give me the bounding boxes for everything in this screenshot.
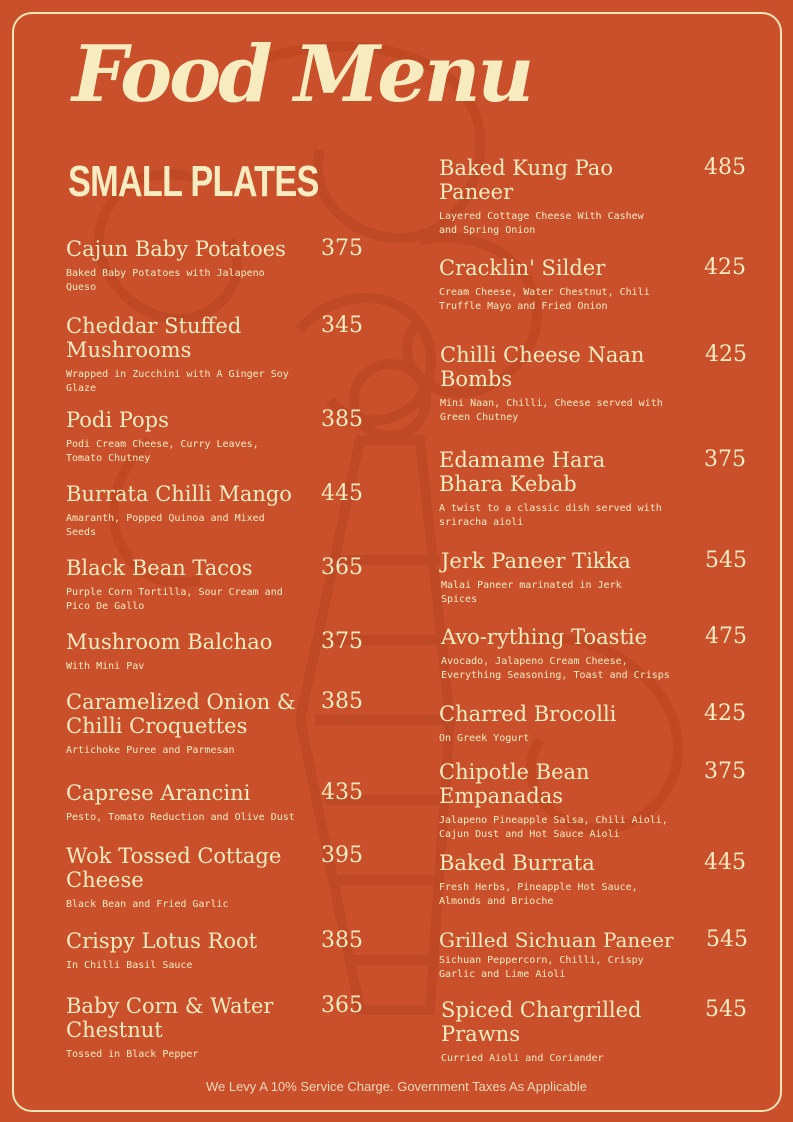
item-price: 425 bbox=[705, 342, 747, 367]
section-title: SMALL PLATES bbox=[68, 157, 319, 206]
menu-item bbox=[441, 997, 747, 1066]
menu-item bbox=[66, 689, 363, 758]
item-name: Caramelized Onion & Chilli Croquettes bbox=[66, 690, 296, 738]
item-name: Caprese Arancini bbox=[66, 781, 251, 805]
item-name: Cajun Baby Potatoes bbox=[66, 237, 286, 261]
menu-item bbox=[439, 850, 746, 909]
menu-item bbox=[439, 255, 746, 314]
item-price: 445 bbox=[704, 850, 746, 875]
item-name: Charred Brocolli bbox=[439, 702, 617, 726]
item-description: Fresh Herbs, Pineapple Hot Sauce, Almonds and Brioche bbox=[439, 882, 638, 907]
item-description: In Chilli Basil Sauce bbox=[66, 960, 193, 971]
item-name: Spiced Chargrilled Prawns bbox=[441, 998, 642, 1046]
item-name: Grilled Sichuan Paneer bbox=[439, 928, 674, 952]
item-name: Baked Burrata bbox=[439, 851, 595, 875]
menu-item bbox=[439, 701, 746, 746]
item-name: Burrata Chilli Mango bbox=[66, 482, 292, 506]
item-price: 445 bbox=[321, 481, 363, 506]
item-price: 545 bbox=[706, 927, 748, 952]
menu-title: Food Menu bbox=[72, 29, 532, 120]
item-description: Cream Cheese, Water Chestnut, Chili Truffle Mayo and Fried Onion bbox=[439, 287, 650, 312]
menu-item bbox=[66, 481, 363, 540]
item-price: 485 bbox=[704, 155, 746, 180]
service-charge-note: We Levy A 10% Service Charge. Government Taxes As Applicable bbox=[205, 1079, 588, 1094]
menu-item bbox=[66, 843, 363, 912]
item-description: Avocado, Jalapeno Cream Cheese, Everything Seasoning, Toast and Crisps bbox=[441, 656, 670, 681]
item-name: Mushroom Balchao bbox=[66, 630, 273, 654]
menu-item bbox=[66, 780, 363, 825]
item-price: 365 bbox=[321, 555, 363, 580]
item-name: Baby Corn & Water Chestnut bbox=[66, 994, 274, 1042]
item-name: Avo-rything Toastie bbox=[441, 625, 648, 649]
item-description: Jalapeno Pineapple Salsa, Chili Aioli, Cajun Dust and Hot Sauce Aioli bbox=[439, 815, 668, 840]
item-price: 385 bbox=[321, 407, 363, 432]
item-description: Baked Baby Potatoes with Jalapeno Queso bbox=[66, 268, 265, 293]
item-price: 375 bbox=[321, 629, 363, 654]
item-price: 435 bbox=[321, 780, 363, 805]
item-description: With Mini Pav bbox=[66, 661, 145, 672]
item-description: Amaranth, Popped Quinoa and Mixed Seeds bbox=[66, 513, 265, 538]
item-price: 375 bbox=[704, 447, 746, 472]
item-price: 375 bbox=[321, 236, 363, 261]
menu-item bbox=[439, 759, 746, 842]
menu-item bbox=[439, 155, 746, 238]
item-price: 385 bbox=[321, 689, 363, 714]
menu-item bbox=[66, 629, 363, 674]
item-description: Tossed in Black Pepper bbox=[66, 1049, 199, 1060]
item-description: Curried Aioli and Coriander bbox=[441, 1053, 604, 1064]
item-name: Cracklin' Silder bbox=[439, 256, 606, 280]
item-price: 385 bbox=[321, 928, 363, 953]
item-description: On Greek Yogurt bbox=[439, 733, 530, 744]
item-name: Crispy Lotus Root bbox=[66, 929, 258, 953]
item-price: 425 bbox=[704, 701, 746, 726]
item-name: Edamame Hara Bhara Kebab bbox=[439, 448, 606, 496]
item-price: 375 bbox=[704, 759, 746, 784]
menu-item bbox=[66, 993, 363, 1062]
item-price: 545 bbox=[705, 997, 747, 1022]
menu-item bbox=[66, 407, 363, 466]
menu-item bbox=[66, 928, 363, 973]
item-description: Malai Paneer marinated in Jerk Spices bbox=[441, 580, 622, 605]
item-name: Wok Tossed Cottage Cheese bbox=[66, 844, 282, 892]
item-name: Cheddar Stuffed Mushrooms bbox=[66, 314, 242, 362]
item-name: Baked Kung Pao Paneer bbox=[439, 156, 613, 204]
item-price: 345 bbox=[321, 313, 363, 338]
item-description: Layered Cottage Cheese With Cashew and Spring Onion bbox=[439, 211, 644, 236]
menu-item bbox=[66, 555, 363, 614]
item-description: Sichuan Peppercorn, Chilli, Crispy Garlic and Lime Aioli bbox=[439, 955, 644, 980]
item-description: Podi Cream Cheese, Curry Leaves, Tomato Chutney bbox=[66, 439, 259, 464]
item-name: Black Bean Tacos bbox=[66, 556, 253, 580]
item-price: 475 bbox=[705, 624, 747, 649]
menu-item bbox=[441, 624, 747, 683]
item-price: 545 bbox=[705, 548, 747, 573]
item-price: 425 bbox=[704, 255, 746, 280]
item-name: Chilli Cheese Naan Bombs bbox=[440, 343, 645, 391]
menu-item bbox=[66, 236, 363, 295]
menu-item bbox=[439, 447, 746, 530]
item-description: Artichoke Puree and Parmesan bbox=[66, 745, 235, 756]
item-description: Pesto, Tomato Reduction and Olive Dust bbox=[66, 812, 295, 823]
item-description: Wrapped in Zucchini with A Ginger Soy Glaze bbox=[66, 369, 289, 394]
item-price: 395 bbox=[321, 843, 363, 868]
menu-item bbox=[66, 313, 363, 396]
item-price: 365 bbox=[321, 993, 363, 1018]
item-description: A twist to a classic dish served with sriracha aioli bbox=[439, 503, 662, 528]
menu-item bbox=[441, 548, 747, 607]
item-description: Mini Naan, Chilli, Cheese served with Green Chutney bbox=[440, 398, 663, 423]
menu-item bbox=[439, 927, 748, 982]
menu-item bbox=[440, 342, 747, 425]
item-description: Black Bean and Fried Garlic bbox=[66, 899, 229, 910]
item-description: Purple Corn Tortilla, Sour Cream and Pico De Gallo bbox=[66, 587, 283, 612]
item-name: Jerk Paneer Tikka bbox=[441, 549, 631, 573]
item-name: Podi Pops bbox=[66, 408, 169, 432]
item-name: Chipotle Bean Empanadas bbox=[439, 760, 590, 808]
